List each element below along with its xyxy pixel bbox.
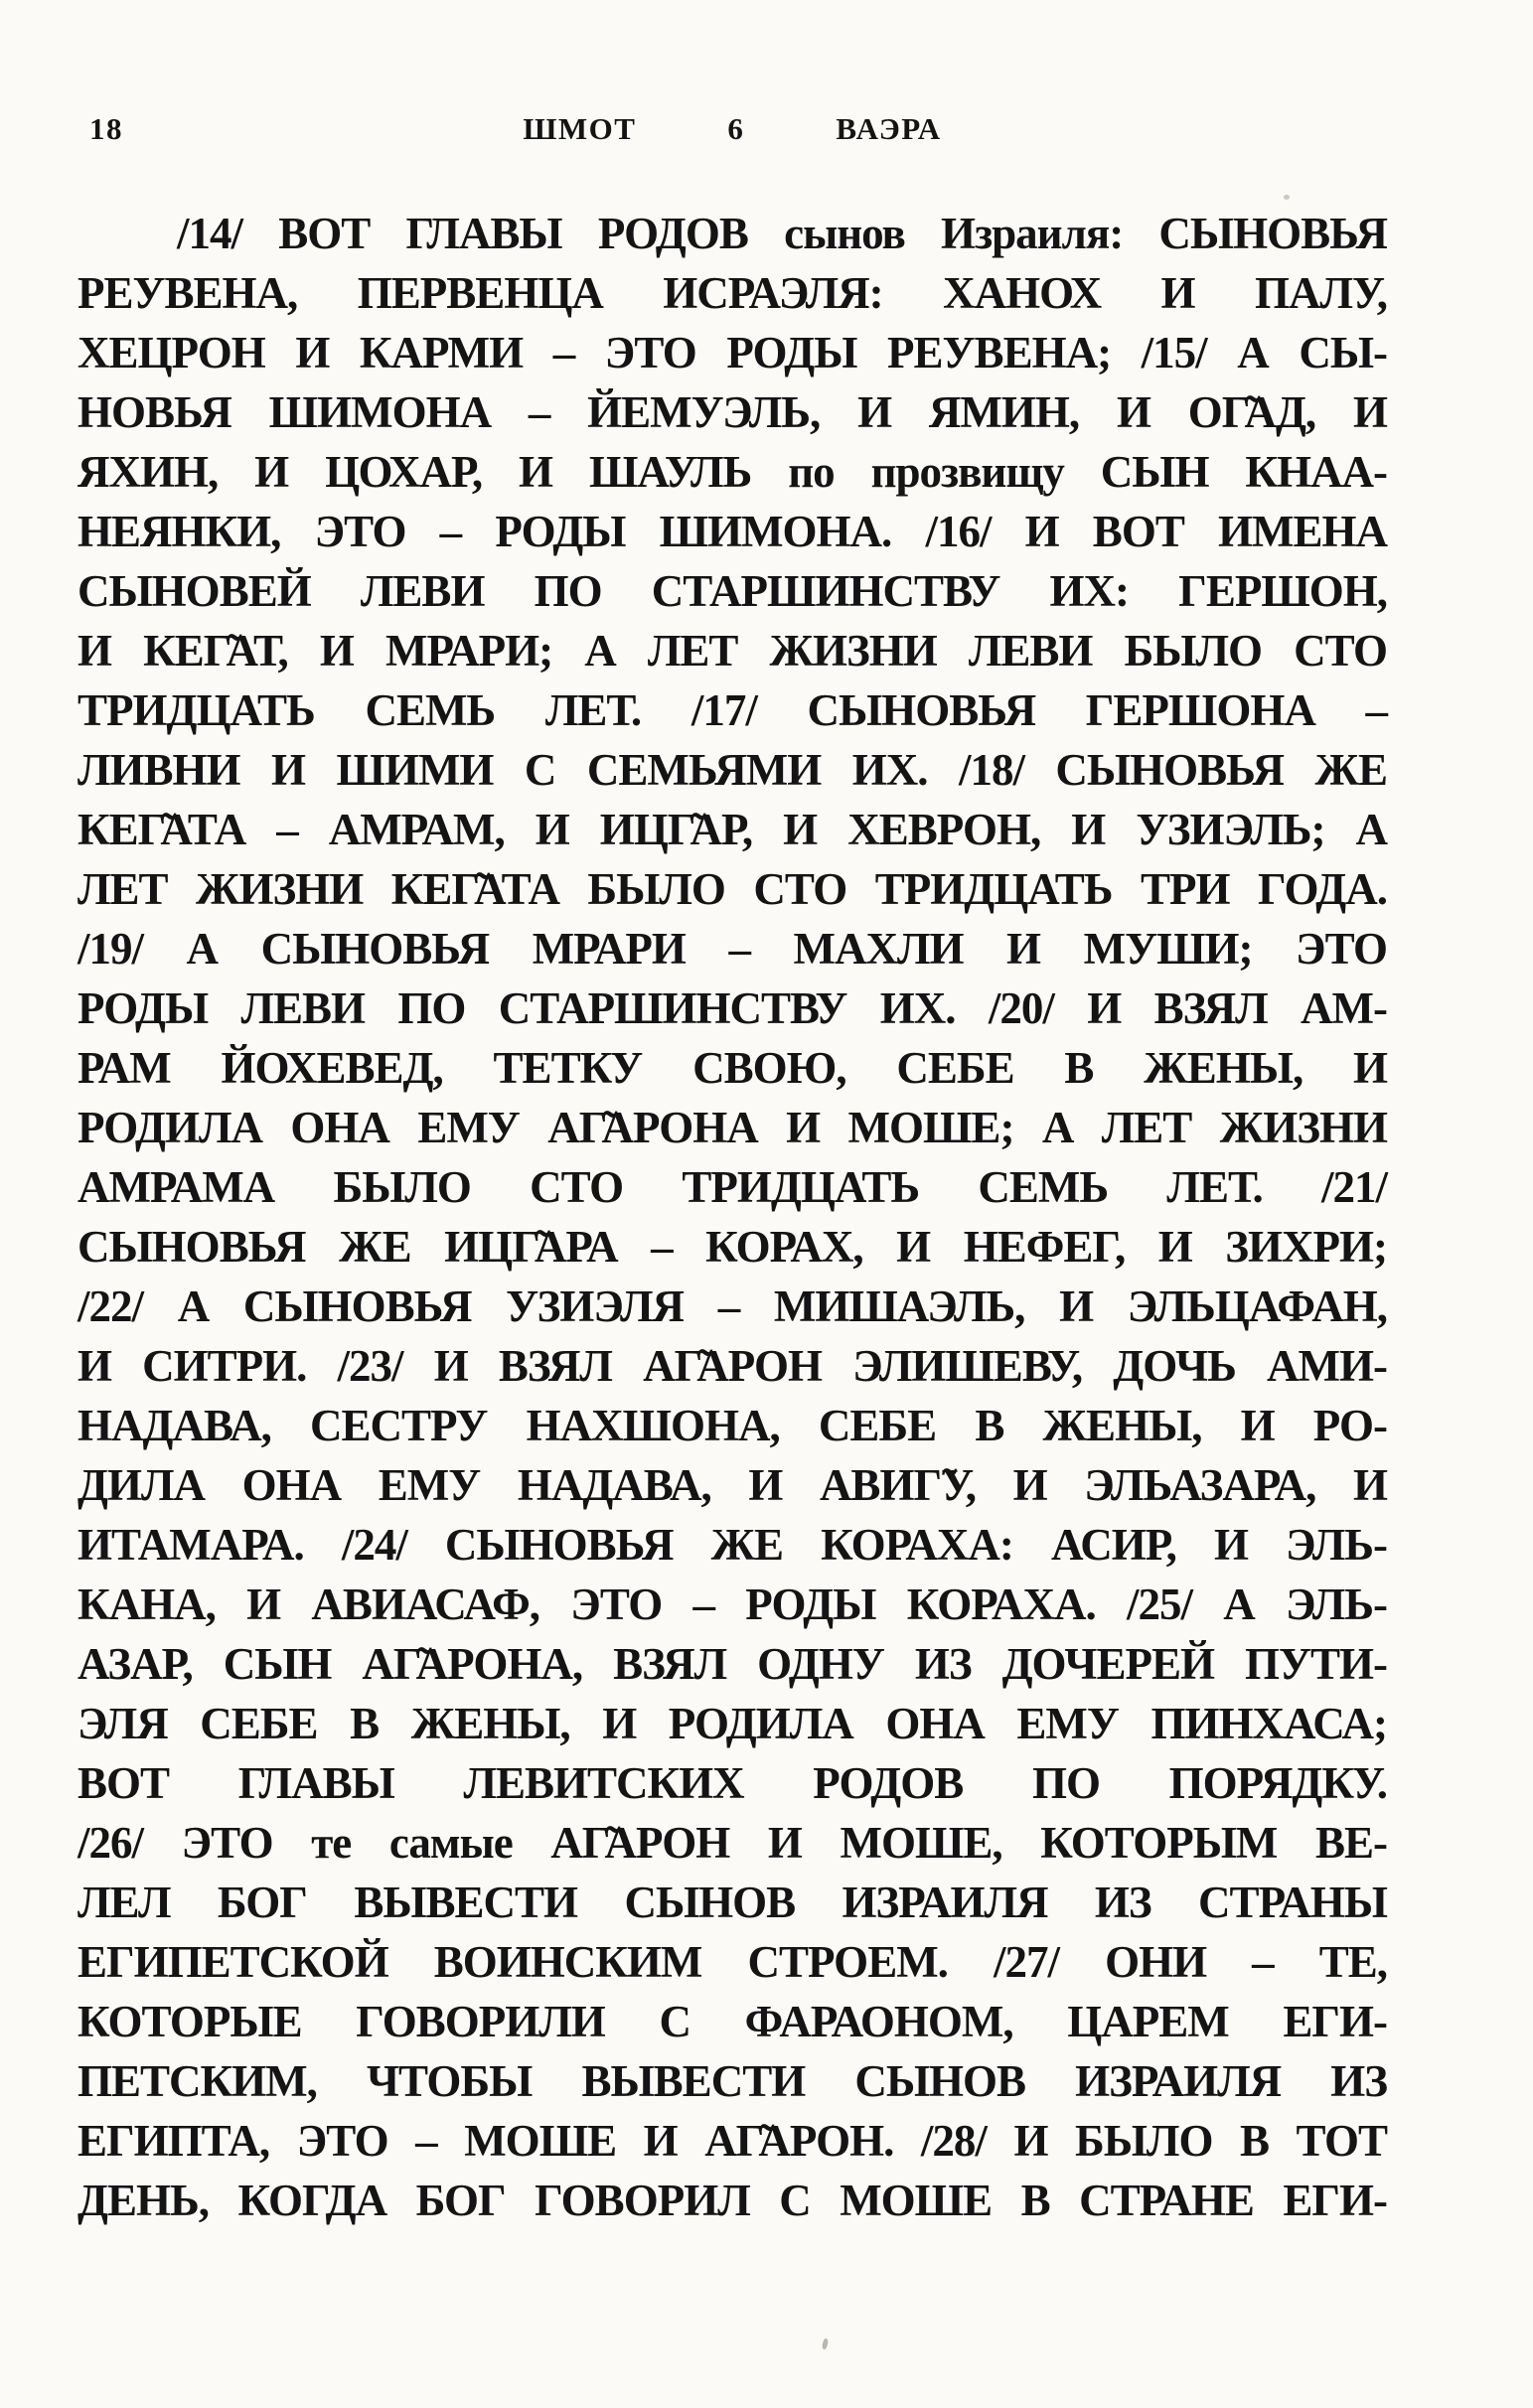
text-line: ЕГИПЕТСКОЙ ВОИНСКИМ СТРОЕМ. /27/ ОНИ – ТЕ, <box>77 1937 1387 1987</box>
text-line: И СИТРИ. /23/ И ВЗЯЛ АГ̃АРОН ЭЛИШЕВУ, ДОЧЬ АМИ- <box>77 1341 1387 1391</box>
text-line: АМРАМА БЫЛО СТО ТРИДЦАТЬ СЕМЬ ЛЕТ. /21/ <box>77 1162 1387 1212</box>
text-line: ДИЛА ОНА ЕМУ НАДАВА, И АВИГ̃У, И ЭЛЬАЗАРА, И <box>77 1460 1387 1510</box>
text-line: КАНА, И АВИАСАФ, ЭТО – РОДЫ КОРАХА. /25/ А ЭЛЬ- <box>77 1580 1387 1629</box>
text-line: ЛЕТ ЖИЗНИ КЕГ̃АТА БЫЛО СТО ТРИДЦАТЬ ТРИ ГОДА. <box>77 864 1387 914</box>
text-line: ЕГИПТА, ЭТО – МОШЕ И АГ̃АРОН. /28/ И БЫЛО В ТОТ <box>77 2116 1387 2166</box>
text-line: АЗАР, СЫН АГ̃АРОНА, ВЗЯЛ ОДНУ ИЗ ДОЧЕРЕЙ ПУТИ- <box>77 1639 1387 1689</box>
text-line: СЫНОВЕЙ ЛЕВИ ПО СТАРШИНСТВУ ИХ: ГЕРШОН, <box>77 566 1387 616</box>
book-title: ШМОТ <box>523 111 637 146</box>
text-line: НЕЯНКИ, ЭТО – РОДЫ ШИМОНА. /16/ И ВОТ ИМЕНА <box>77 507 1387 556</box>
scripture-text-block <box>77 204 1387 2230</box>
text-line: ЯХИН, И ЦОХАР, И ШАУЛЬ по прозвищу СЫН КНАА- <box>77 447 1387 497</box>
running-title <box>77 111 1387 147</box>
text-line: ХЕЦРОН И КАРМИ – ЭТО РОДЫ РЕУВЕНА; /15/ А СЫ- <box>77 328 1387 377</box>
text-line: /14/ ВОТ ГЛАВЫ РОДОВ сынов Израиля: СЫНОВЬЯ <box>177 209 1387 258</box>
scan-speck <box>822 2338 829 2350</box>
text-line: ДЕНЬ, КОГДА БОГ ГОВОРИЛ С МОШЕ В СТРАНЕ ЕГИ- <box>77 2176 1387 2225</box>
text-line: НАДАВА, СЕСТРУ НАХШОНА, СЕБЕ В ЖЕНЫ, И РО- <box>77 1401 1387 1450</box>
text-line: РАМ ЙОХЕВЕД, ТЕТКУ СВОЮ, СЕБЕ В ЖЕНЫ, И <box>77 1043 1387 1093</box>
page-header <box>77 111 1387 155</box>
text-line: ЭЛЯ СЕБЕ В ЖЕНЫ, И РОДИЛА ОНА ЕМУ ПИНХАСА; <box>77 1699 1387 1748</box>
text-line: РОДЫ ЛЕВИ ПО СТАРШИНСТВУ ИХ. /20/ И ВЗЯЛ АМ- <box>77 983 1387 1033</box>
text-line: НОВЬЯ ШИМОНА – ЙЕМУЭЛЬ, И ЯМИН, И ОГ̃АД, И <box>77 387 1387 437</box>
scan-speck <box>1284 195 1290 200</box>
text-line: ЛИВНИ И ШИМИ С СЕМЬЯМИ ИХ. /18/ СЫНОВЬЯ ЖЕ <box>77 745 1387 795</box>
text-line: ПЕТСКИМ, ЧТОБЫ ВЫВЕСТИ СЫНОВ ИЗРАИЛЯ ИЗ <box>77 2056 1387 2106</box>
text-line: ЛЕЛ БОГ ВЫВЕСТИ СЫНОВ ИЗРАИЛЯ ИЗ СТРАНЫ <box>77 1878 1387 1927</box>
text-line: ВОТ ГЛАВЫ ЛЕВИТСКИХ РОДОВ ПО ПОРЯДКУ. <box>77 1758 1387 1808</box>
text-line: КЕГ̃АТА – АМРАМ, И ИЦГ̃АР, И ХЕВРОН, И УЗИЭЛЬ; А <box>77 805 1387 854</box>
text-line: СЫНОВЬЯ ЖЕ ИЦГ̃АРА – КОРАХ, И НЕФЕГ, И ЗИХРИ; <box>77 1222 1387 1272</box>
text-line: КОТОРЫЕ ГОВОРИЛИ С ФАРАОНОМ, ЦАРЕМ ЕГИ- <box>77 1997 1387 2046</box>
page-number: 18 <box>89 111 123 146</box>
text-line: РЕУВЕНА, ПЕРВЕНЦА ИСРАЭЛЯ: ХАНОХ И ПАЛУ, <box>77 268 1387 318</box>
text-line: ТРИДЦАТЬ СЕМЬ ЛЕТ. /17/ СЫНОВЬЯ ГЕРШОНА – <box>77 685 1387 735</box>
text-line: /26/ ЭТО те самые АГ̃АРОН И МОШЕ, КОТОРЫМ ВЕ- <box>77 1818 1387 1868</box>
chapter-number: 6 <box>727 111 745 146</box>
text-line: И КЕГ̃АТ, И МРАРИ; А ЛЕТ ЖИЗНИ ЛЕВИ БЫЛО СТО <box>77 626 1387 676</box>
text-line: /19/ А СЫНОВЬЯ МРАРИ – МАХЛИ И МУШИ; ЭТО <box>77 924 1387 974</box>
parsha-title: ВАЭРА <box>836 111 942 146</box>
text-line: /22/ А СЫНОВЬЯ УЗИЭЛЯ – МИШАЭЛЬ, И ЭЛЬЦАФАН, <box>77 1281 1387 1331</box>
text-line: РОДИЛА ОНА ЕМУ АГ̃АРОНА И МОШЕ; А ЛЕТ ЖИЗНИ <box>77 1103 1387 1152</box>
text-line: ИТАМАРА. /24/ СЫНОВЬЯ ЖЕ КОРАХА: АСИР, И ЭЛЬ- <box>77 1520 1387 1570</box>
